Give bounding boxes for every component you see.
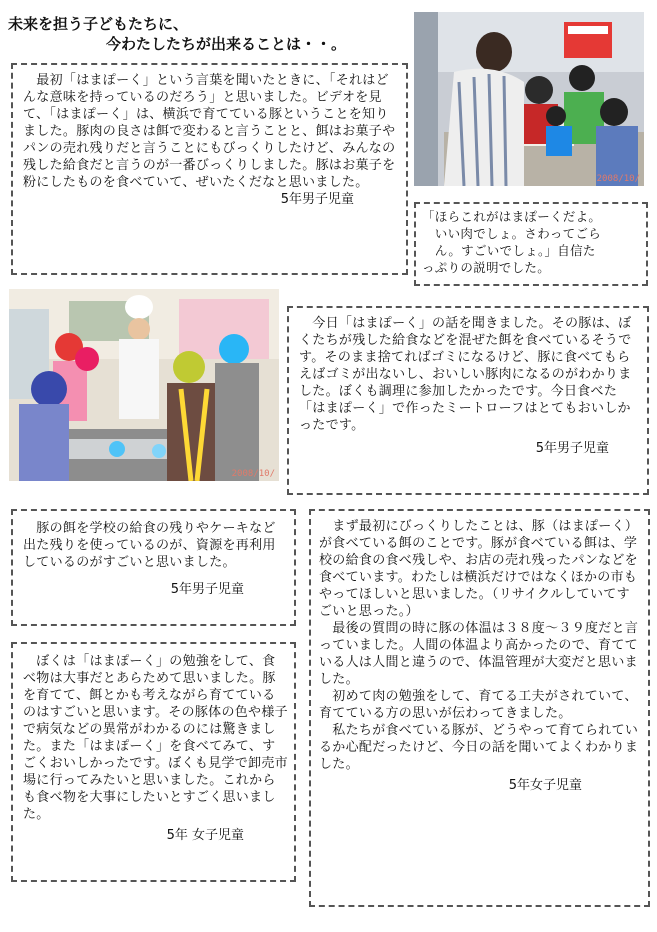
- cooking-photo-image: [9, 289, 279, 481]
- essay-2-text: 今日「はまぽーく」の話を聞きました。その豚は、ぼくたちが残した給食などを混ぜた餌を食べているそうです。そのまま捨てればゴミになるけど、豚に食べてもらえばゴミが出ないし、おいしい豚肉になるのがわかりました。ぼくも調理に参加したかったです。今日食べた「はまぽーく」で作ったミートローフはとてもおいしかったです。: [299, 316, 632, 433]
- essay-box-1: [11, 63, 408, 275]
- photo-tasting-session: [414, 12, 644, 186]
- classroom-photo-image: [414, 12, 644, 186]
- essay-box-2: [287, 306, 649, 495]
- essay-3-signature: 5年男子児童: [170, 582, 244, 597]
- essay-5-signature: 5年女子児童: [508, 778, 582, 793]
- essay-box-3: [11, 509, 296, 626]
- essay-1-signature: 5年男子児童: [280, 192, 354, 207]
- title-line-2: 今わたしたちが出来ることは・・。: [106, 35, 347, 53]
- essay-box-5: [309, 509, 650, 907]
- essay-4-signature: 5年 女子児童: [166, 828, 244, 843]
- essay-5-text: まず最初にびっくりしたことは、豚（はまぽーく）が食べている餌のことです。豚が食べている餌は、学校の給食の食べ残しや、お店の売れ残ったパンなどを食べています。わたしは横浜だけではなくほかの市もやってほしいと思いました。（リサイクルしていてすごいと思った。） 最後の質問の時に豚の体温は３８度～３９度だと言っていました。人間の体温より高かったので、育てている人は人間と違うので、体温管理が大変だと思いました。 初めて肉の勉強をして、育てる工夫がされていて、育てている方の思いが伝わってきました。 私たちが食べている豚が、どうやって育てられているか心配だったけど、今日の話を聞いてよくわかりました。: [319, 519, 639, 772]
- essay-4-text: ぼくは「はまぽーく」の勉強をして、食べ物は大事だとあらためて思いました。豚を育てて、餌とかも考えながら育てているのはすごいと思います。その豚体の色や様子で病気などの異常がわかるのには驚きました。また「はまぽーく」を食べてみて、すごくおいしかったです。ぼくも見学で卸売市場に行ってみたいと思いました。これからも食べ物を大事にしたいとすごく思いました。: [23, 654, 288, 822]
- essay-1-text: 最初「はまぽーく」という言葉を聞いたときに、「それはどんな意味を持っているのだろう」と思いました。ビデオを見て、「はまぽーく」は、横浜で育てている豚ということを知りました。豚肉の良さは餌で変わると言うことと、餌はお菓子やパンの売れ残りだと言うことにもびっくりしたけど、みんなの残した給食だと言うのが一番びっくりしました。豚はお菓子を粉にしたものを食べていて、ぜいたくだなと思いました。: [23, 73, 396, 190]
- photo-caption-text: 「ほらこれがはまぽーくだよ。 いい肉でしょ。さわってごら ん。すごいでしょ。」自信た っぷりの説明でした。: [422, 209, 602, 275]
- page-title: [8, 14, 408, 58]
- photo-middle-date: 2008/10/: [231, 469, 275, 479]
- essay-2-signature: 5年男子児童: [535, 441, 609, 456]
- essay-3-text: 豚の餌を学校の給食の残りやケーキなど出た残りを使っているのが、資源を再利用しているのがすごいと思いました。: [23, 521, 276, 570]
- essay-box-4: [11, 642, 296, 882]
- title-line-1: 未来を担う子どもたちに、: [8, 15, 189, 33]
- photo-top-date: 2008/10/: [596, 174, 640, 184]
- photo-cooking-class: [9, 289, 279, 481]
- photo-caption-box: [414, 202, 648, 286]
